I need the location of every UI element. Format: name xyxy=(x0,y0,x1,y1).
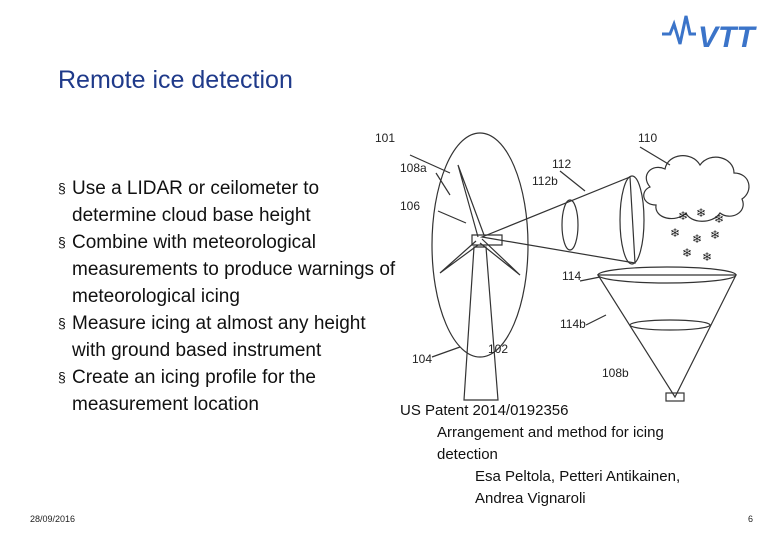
figure-label-101: 101 xyxy=(375,131,396,145)
bullet-item xyxy=(58,310,398,364)
leader-line xyxy=(438,211,466,223)
patent-authors-line: Esa Peltola, Petteri Antikainen, xyxy=(475,468,681,485)
bullet-item xyxy=(58,175,398,229)
turbine-blade xyxy=(480,239,520,275)
bullet-item xyxy=(58,229,398,310)
leader-line xyxy=(580,277,600,281)
figure-label-110: 110 xyxy=(638,131,658,145)
footer-date: 28/09/2016 xyxy=(30,514,76,524)
figure-label-114: 114 xyxy=(562,269,582,283)
bullet-marker: § xyxy=(58,369,66,385)
bullet-text: Use a LIDAR or ceilometer to determine cloud base height xyxy=(72,178,320,226)
turbine-tower xyxy=(464,247,498,400)
figure-label-106: 106 xyxy=(400,199,421,213)
figure-label-108b: 108b xyxy=(602,366,629,380)
turbine-blade xyxy=(458,165,484,237)
patent-authors-line: Andrea Vignaroli xyxy=(475,490,586,507)
snowflake-icon: ❄ xyxy=(714,212,725,226)
figure-label-102: 102 xyxy=(488,342,509,356)
patent-title-line: Arrangement and method for icing xyxy=(437,424,664,441)
snowflake-icon: ❄ xyxy=(702,250,713,264)
figure-label-108a: 108a xyxy=(400,161,427,175)
vtt-logo xyxy=(660,14,760,50)
bullet-text: Measure icing at almost any height with ground based instrument xyxy=(72,313,366,361)
snowflake-icon: ❄ xyxy=(682,246,693,260)
logo-wave-icon xyxy=(662,16,696,44)
cone-mid-ring xyxy=(630,320,710,330)
figure-label-112: 112 xyxy=(552,157,572,171)
bullet-text: Combine with meteorological measurements to produce warnings of meteorological icing xyxy=(72,232,396,307)
figure-label-104: 104 xyxy=(412,352,433,366)
patent-figure xyxy=(370,125,770,415)
bullet-marker: § xyxy=(58,180,66,196)
bullet-marker: § xyxy=(58,315,66,331)
bullet-text: Create an icing profile for the measurement location xyxy=(72,367,316,415)
bullet-list xyxy=(58,175,398,418)
beam-ring xyxy=(562,200,578,250)
leader-line xyxy=(586,315,606,325)
snowflake-icon: ❄ xyxy=(710,228,721,242)
leader-line xyxy=(640,147,670,165)
snowflake-icon: ❄ xyxy=(692,232,703,246)
snowflake-icon: ❄ xyxy=(678,209,689,223)
leader-line xyxy=(432,347,460,357)
page-number: 6 xyxy=(748,514,754,524)
patent-reference xyxy=(400,400,680,510)
patent-number: US Patent 2014/0192356 xyxy=(400,402,569,419)
logo-text: VTT xyxy=(698,21,755,50)
slide-title: Remote ice detection xyxy=(58,66,293,94)
bullet-marker: § xyxy=(58,234,66,250)
bullet-item xyxy=(58,364,398,418)
snowflake-icon: ❄ xyxy=(670,226,681,240)
snowflake-icon: ❄ xyxy=(696,206,707,220)
patent-title-line: detection xyxy=(437,446,498,463)
figure-label-114b: 114b xyxy=(560,317,586,331)
leader-line xyxy=(560,171,585,191)
figure-label-112b: 112b xyxy=(532,174,558,188)
lidar-beam xyxy=(482,177,635,263)
